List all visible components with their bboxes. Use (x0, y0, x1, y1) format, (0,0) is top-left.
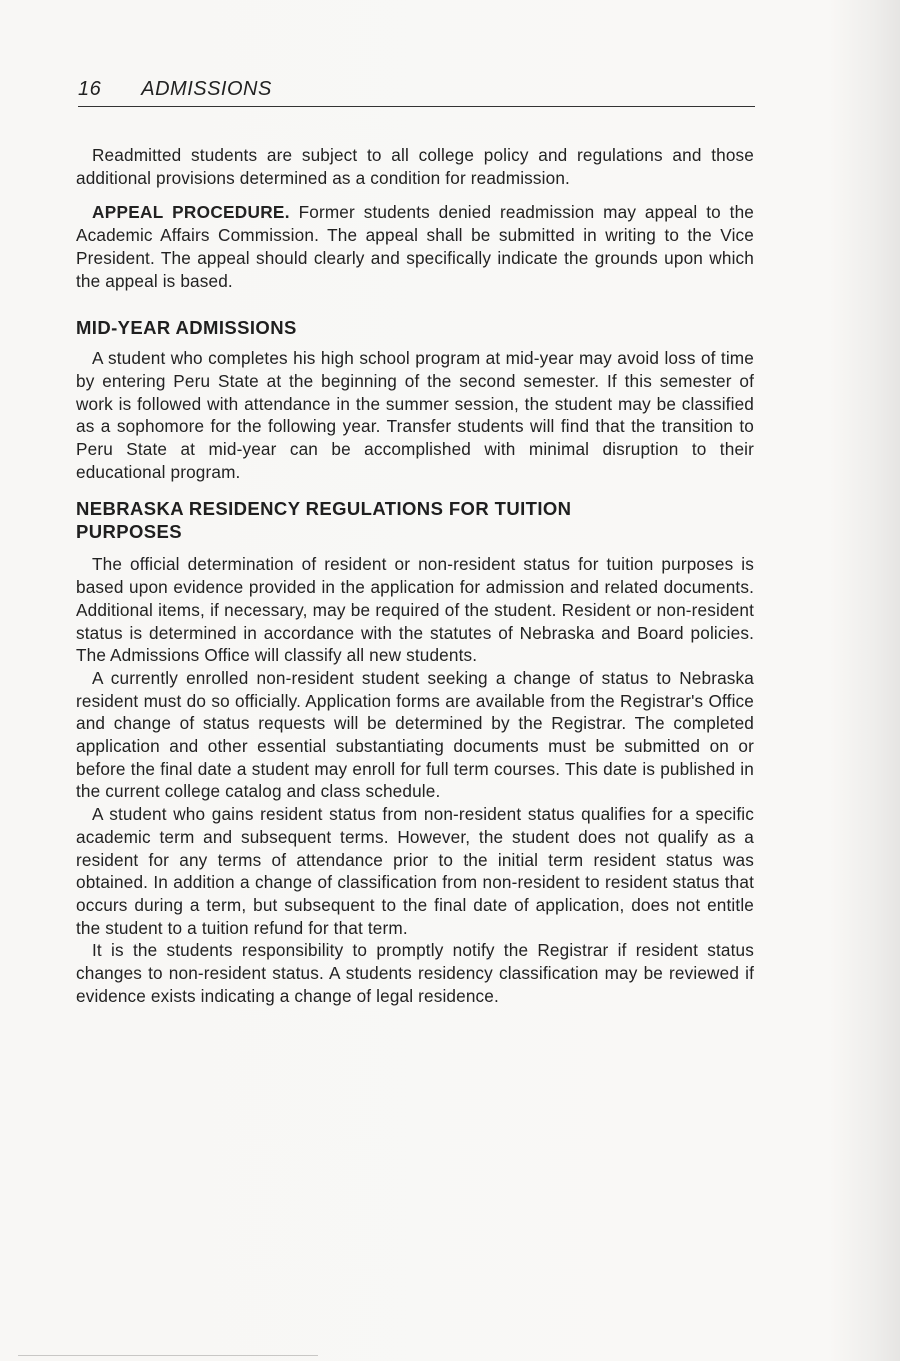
residency-paragraph-2: A currently enrolled non-resident student seeking a change of status to Nebraska resident must do so officially. Application forms are available from the Registrar's Office and change of status requests will be determined by the Registrar. The completed application and other essential substantiating documents must be submitted on or before the final date a student may enroll for full term courses. This date is published in the current college catalog and class schedule. (76, 667, 754, 802)
residency-paragraph-4: It is the students responsibility to promptly notify the Registrar if resident status changes to non-resident status. A students residency classification may be reviewed if evidence exists indicating a change of legal residence. (76, 940, 754, 1006)
section-title: ADMISSIONS (141, 78, 272, 100)
page-content (76, 144, 754, 1008)
mid-year-admissions-heading: MID-YEAR ADMISSIONS (76, 317, 297, 339)
running-head (78, 78, 755, 107)
appeal-procedure-text: Former students denied readmission may appeal to the Academic Affairs Commission. The appeal shall be submitted in writing to the Vice President. The appeal should clearly and specifically indicate the grounds upon which the appeal is based. (76, 202, 754, 291)
residency-paragraph-3: A student who gains resident status from non-resident status qualifies for a specific academic term and subsequent terms. However, the student does not qualify as a resident for any terms of attendance prior to the initial term resident status was obtained. In addition a change of classification from non-resident to resident status that occurs during a term, but subsequent to the final date of application, does not entitle the student to a tuition refund for that term. (76, 804, 754, 938)
mid-year-admissions-paragraph: A student who completes his high school program at mid-year may avoid loss of time by entering Peru State at the beginning of the second semester. If this semester of work is followed with attendance in the summer session, the student may be classified as a sophomore for the following year. Transfer students will find that the transition to Peru State at mid-year can be accomplished with minimal disruption to their educational program. (76, 348, 754, 482)
residency-heading: NEBRASKA RESIDENCY REGULATIONS FOR TUITION PURPOSES (76, 498, 572, 543)
appeal-procedure-label: APPEAL PROCEDURE. (92, 202, 290, 223)
readmitted-paragraph: Readmitted students are subject to all college policy and regulations and those additional provisions determined as a condition for readmission. (76, 145, 754, 188)
page-number: 16 (78, 78, 102, 100)
appeal-procedure-paragraph (76, 201, 754, 292)
residency-paragraph-1: The official determination of resident or non-resident status for tuition purposes is based upon evidence provided in the application for admission and related documents. Additional items, if necessary, may be required of the student. Resident or non-resident status is determined in accordance with the statutes of Nebraska and Board policies. The Admissions Office will classify all new students. (76, 554, 754, 666)
bottom-edge-line (18, 1355, 318, 1356)
